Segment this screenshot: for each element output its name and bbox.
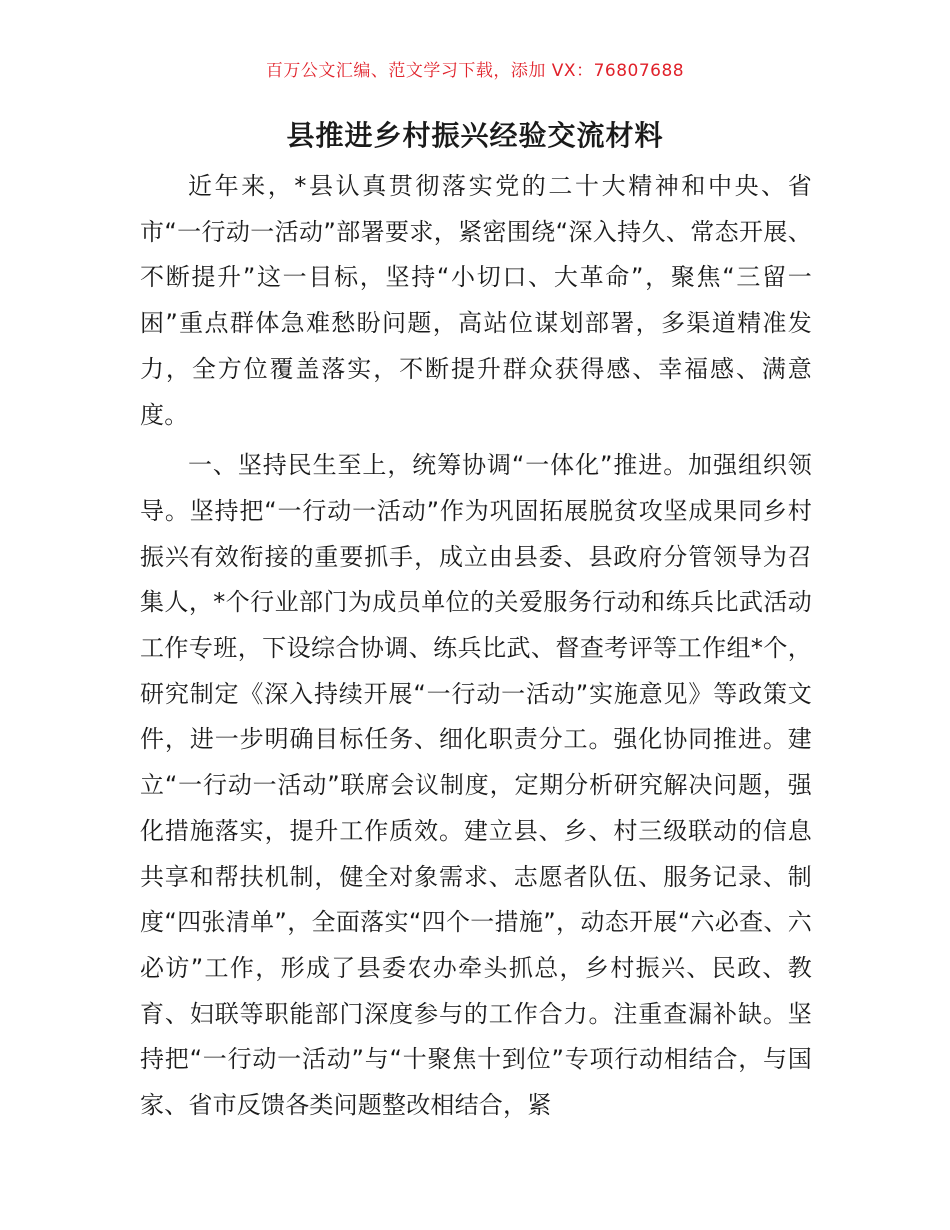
document-body [140, 164, 812, 1129]
header-watermark-note: 百万公文汇编、范文学习下载，添加 VX：76807688 [265, 61, 685, 81]
section-one-paragraph: 一、坚持民生至上，统筹协调“一体化”推进。加强组织领导。坚持把“一行动一活动”作为巩固拓展脱贫攻坚成果同乡村振兴有效衔接的重要抓手，成立由县委、县政府分管领导为召集人，*个行业部门为成员单位的关爱服务行动和练兵比武活动工作专班，下设综合协调、练兵比武、督查考评等工作组*个，研究制定《深入持续开展“一行动一活动”实施意见》等政策文件，进一步明确目标任务、细化职责分工。强化协同推进。建立“一行动一活动”联席会议制度，定期分析研究解决问题，强化措施落实，提升工作质效。建立县、乡、村三级联动的信息共享和帮扶机制，健全对象需求、志愿者队伍、服务记录、制度“四张清单”，全面落实“四个一措施”，动态开展“六必查、六必访”工作，形成了县委农办牵头抓总，乡村振兴、民政、教育、妇联等职能部门深度参与的工作合力。注重查漏补缺。坚持把“一行动一活动”与“十聚焦十到位”专项行动相结合，与国家、省市反馈各类问题整改相结合，紧 [140, 451, 812, 1120]
document-title: 县推进乡村振兴经验交流材料 [286, 119, 664, 152]
intro-paragraph: 近年来，*县认真贯彻落实党的二十大精神和中央、省市“一行动一活动”部署要求，紧密围绕“深入持久、常态开展、不断提升”这一目标，坚持“小切口、大革命”，聚焦“三留一困”重点群体急难愁盼问题，高站位谋划部署，多渠道精准发力，全方位覆盖落实，不断提升群众获得感、幸福感、满意度。 [140, 172, 812, 429]
